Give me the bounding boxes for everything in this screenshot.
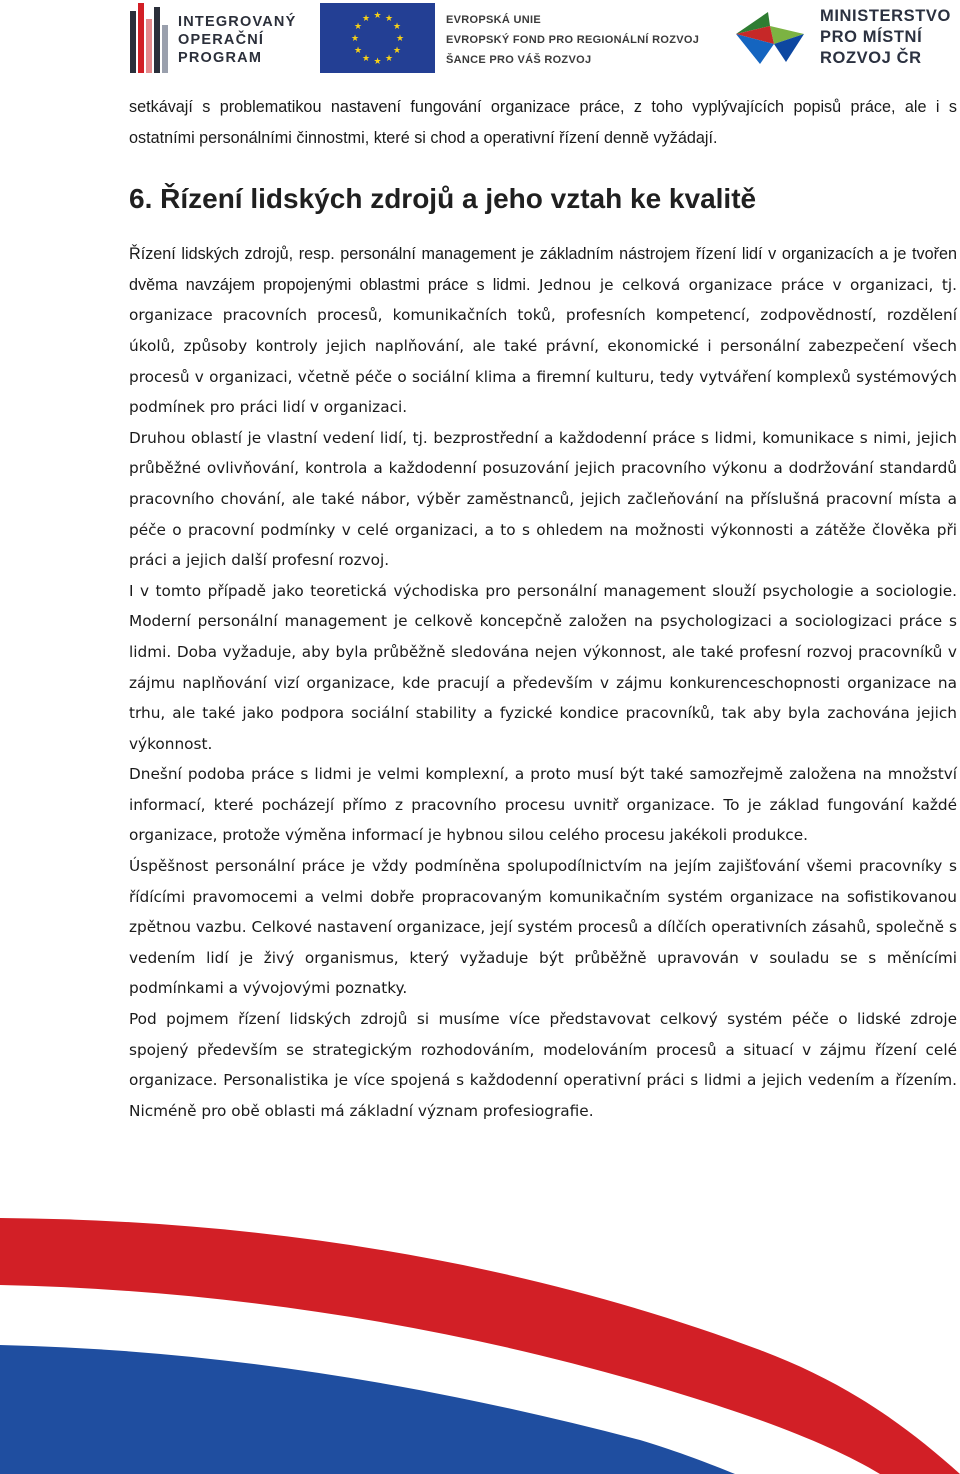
- svg-text:★: ★: [353, 22, 363, 32]
- mmr-logo-line-2: PRO MÍSTNÍ: [820, 28, 923, 46]
- mmr-logo-line-1: MINISTERSTVO: [820, 7, 951, 25]
- mmr-logo-mark-icon: [730, 4, 810, 70]
- svg-text:★: ★: [392, 22, 402, 32]
- page-header: [0, 0, 960, 78]
- document-body: [129, 92, 957, 1126]
- iop-logo-line-3: PROGRAM: [178, 50, 263, 66]
- svg-text:★: ★: [350, 34, 360, 44]
- paragraph-success: Úspěšnost personální práce je vždy podmíněna spolupodílnictvím na jejím zajišťování všemi pracovníky s řídícími pravomocemi a velmi dobře propracovaným komunikačním systém organizace na sofistikovanou zpětnou vazbu. Celkové nastavení organizace, její systém procesů a dílčích operativních zásahů, společně s vedením lidí je živý organismus, který vyžaduje být průběžně upravován v souladu se s měnícími podmínkami a vývojovými poznatky.: [129, 857, 957, 998]
- iop-logo: [130, 3, 308, 73]
- mmr-logo-text: [820, 6, 951, 69]
- eu-flag-icon: [320, 3, 435, 73]
- intro-paragraph: setkávají s problematikou nastavení fungování organizace práce, z toho vyplývajících popisů práce, ale i s ostatními personálními činnostmi, které si chod a operativní řízení denně vyžádají.: [129, 98, 957, 147]
- paragraph-psychology: I v tomto případě jako teoretická východiska pro personální management slouží psychologie a sociologie. Moderní personální management je celkově koncepčně založen na psychologizaci a sociologizaci práce s lidmi. Doba vyžaduje, aby byla průběžně sledována nejen výkonnost, ale také profesní rozvoj pracovníků v zájmu naplňování vizí organizace, kde pracují a především v zájmu konkurenceschopnosti organizace na trhu, ale také jako podpora sociální stability a fyzické kondice pracovníků, tak aby byla zachována jejich výkonnost.: [129, 581, 957, 753]
- paragraph-leading-people: Druhou oblastí je vlastní vedení lidí, tj. bezprostřední a každodenní práce s lidmi, komunikace s nimi, jejich průběžné ovlivňování, kontrola a každodenní posuzování jejich pracovního výkonu a dodržování standardů pracovního chování, ale také nábor, výběr zaměstnanců, jejich začleňování na příslušná pracovní místa a péče o pracovní podmínky v celé organizaci, a to s ohledem na možnosti výkonnosti a zátěže člověka při práci a jejich další profesní rozvoj.: [129, 428, 957, 570]
- svg-text:★: ★: [361, 14, 371, 24]
- svg-text:★: ★: [384, 14, 394, 24]
- eu-logo-line-3: ŠANCE PRO VÁŠ ROZVOJ: [446, 54, 592, 66]
- paragraph-hr-management-rest: Jednou je celková organizace práce v organizaci, tj. organizace pracovních procesů, komunikačních toků, profesních kompetencí, zodpovědností, rozdělení úkolů, způsoby kontroly jejich naplňování, ale také právní, ekonomické i personální zabezpečení všech procesů v organizaci, včetně péče o sociální klima a firemní kulturu, tedy vytváření komplexů systémových podmínek pro práci lidí v organizaci.: [129, 275, 957, 417]
- svg-text:★: ★: [384, 54, 394, 64]
- iop-logo-bars-icon: [130, 3, 170, 73]
- footer-decoration: [0, 1190, 960, 1474]
- paragraph-hr-management: [129, 239, 957, 423]
- eu-logo-line-1: EVROPSKÁ UNIE: [446, 14, 541, 26]
- paragraph-profesiography: Pod pojmem řízení lidských zdrojů si musíme více představovat celkový systém péče o lidské zdroje spojený především se strategickým rozhodováním, modelováním procesů a situací v zájmu řízení celé organizace. Personalistika je více spojená s každodenní operativní práci s lidmi a jejich vedením a řízením. Nicméně pro obě oblasti má základní význam profesiografie.: [129, 1010, 957, 1120]
- svg-text:★: ★: [361, 54, 371, 64]
- mmr-logo-line-3: ROZVOJ ČR: [820, 49, 922, 67]
- eu-logo-line-2: EVROPSKÝ FOND PRO REGIONÁLNÍ ROZVOJ: [446, 34, 700, 46]
- svg-text:★: ★: [395, 34, 405, 44]
- iop-logo-line-1: INTEGROVANÝ: [178, 14, 297, 30]
- eu-logo-text: [446, 10, 699, 70]
- section-heading: 6. Řízení lidských zdrojů a jeho vztah ke kvalitě: [129, 183, 757, 215]
- iop-logo-line-2: OPERAČNÍ: [178, 32, 265, 48]
- svg-text:★: ★: [373, 57, 382, 67]
- paragraph-hr-management-lead: Řízení lidských zdrojů, resp. personální management je základním nástrojem řízení lidí v organizacích a je tvořen dvěma navzájem propojenými oblastmi práce s lidmi.: [129, 245, 957, 294]
- svg-text:★: ★: [353, 46, 363, 56]
- svg-text:★: ★: [392, 46, 402, 56]
- paragraph-information: Dnešní podoba práce s lidmi je velmi komplexní, a proto musí být také samozřejmě založena na množství informací, které pocházejí přímo z pracovního procesu uvnitř organizace. To je základ fungování každé organizace, protože výměna informací je hybnou silou celého procesu jakékoli produkce.: [129, 765, 957, 845]
- svg-text:★: ★: [373, 11, 382, 21]
